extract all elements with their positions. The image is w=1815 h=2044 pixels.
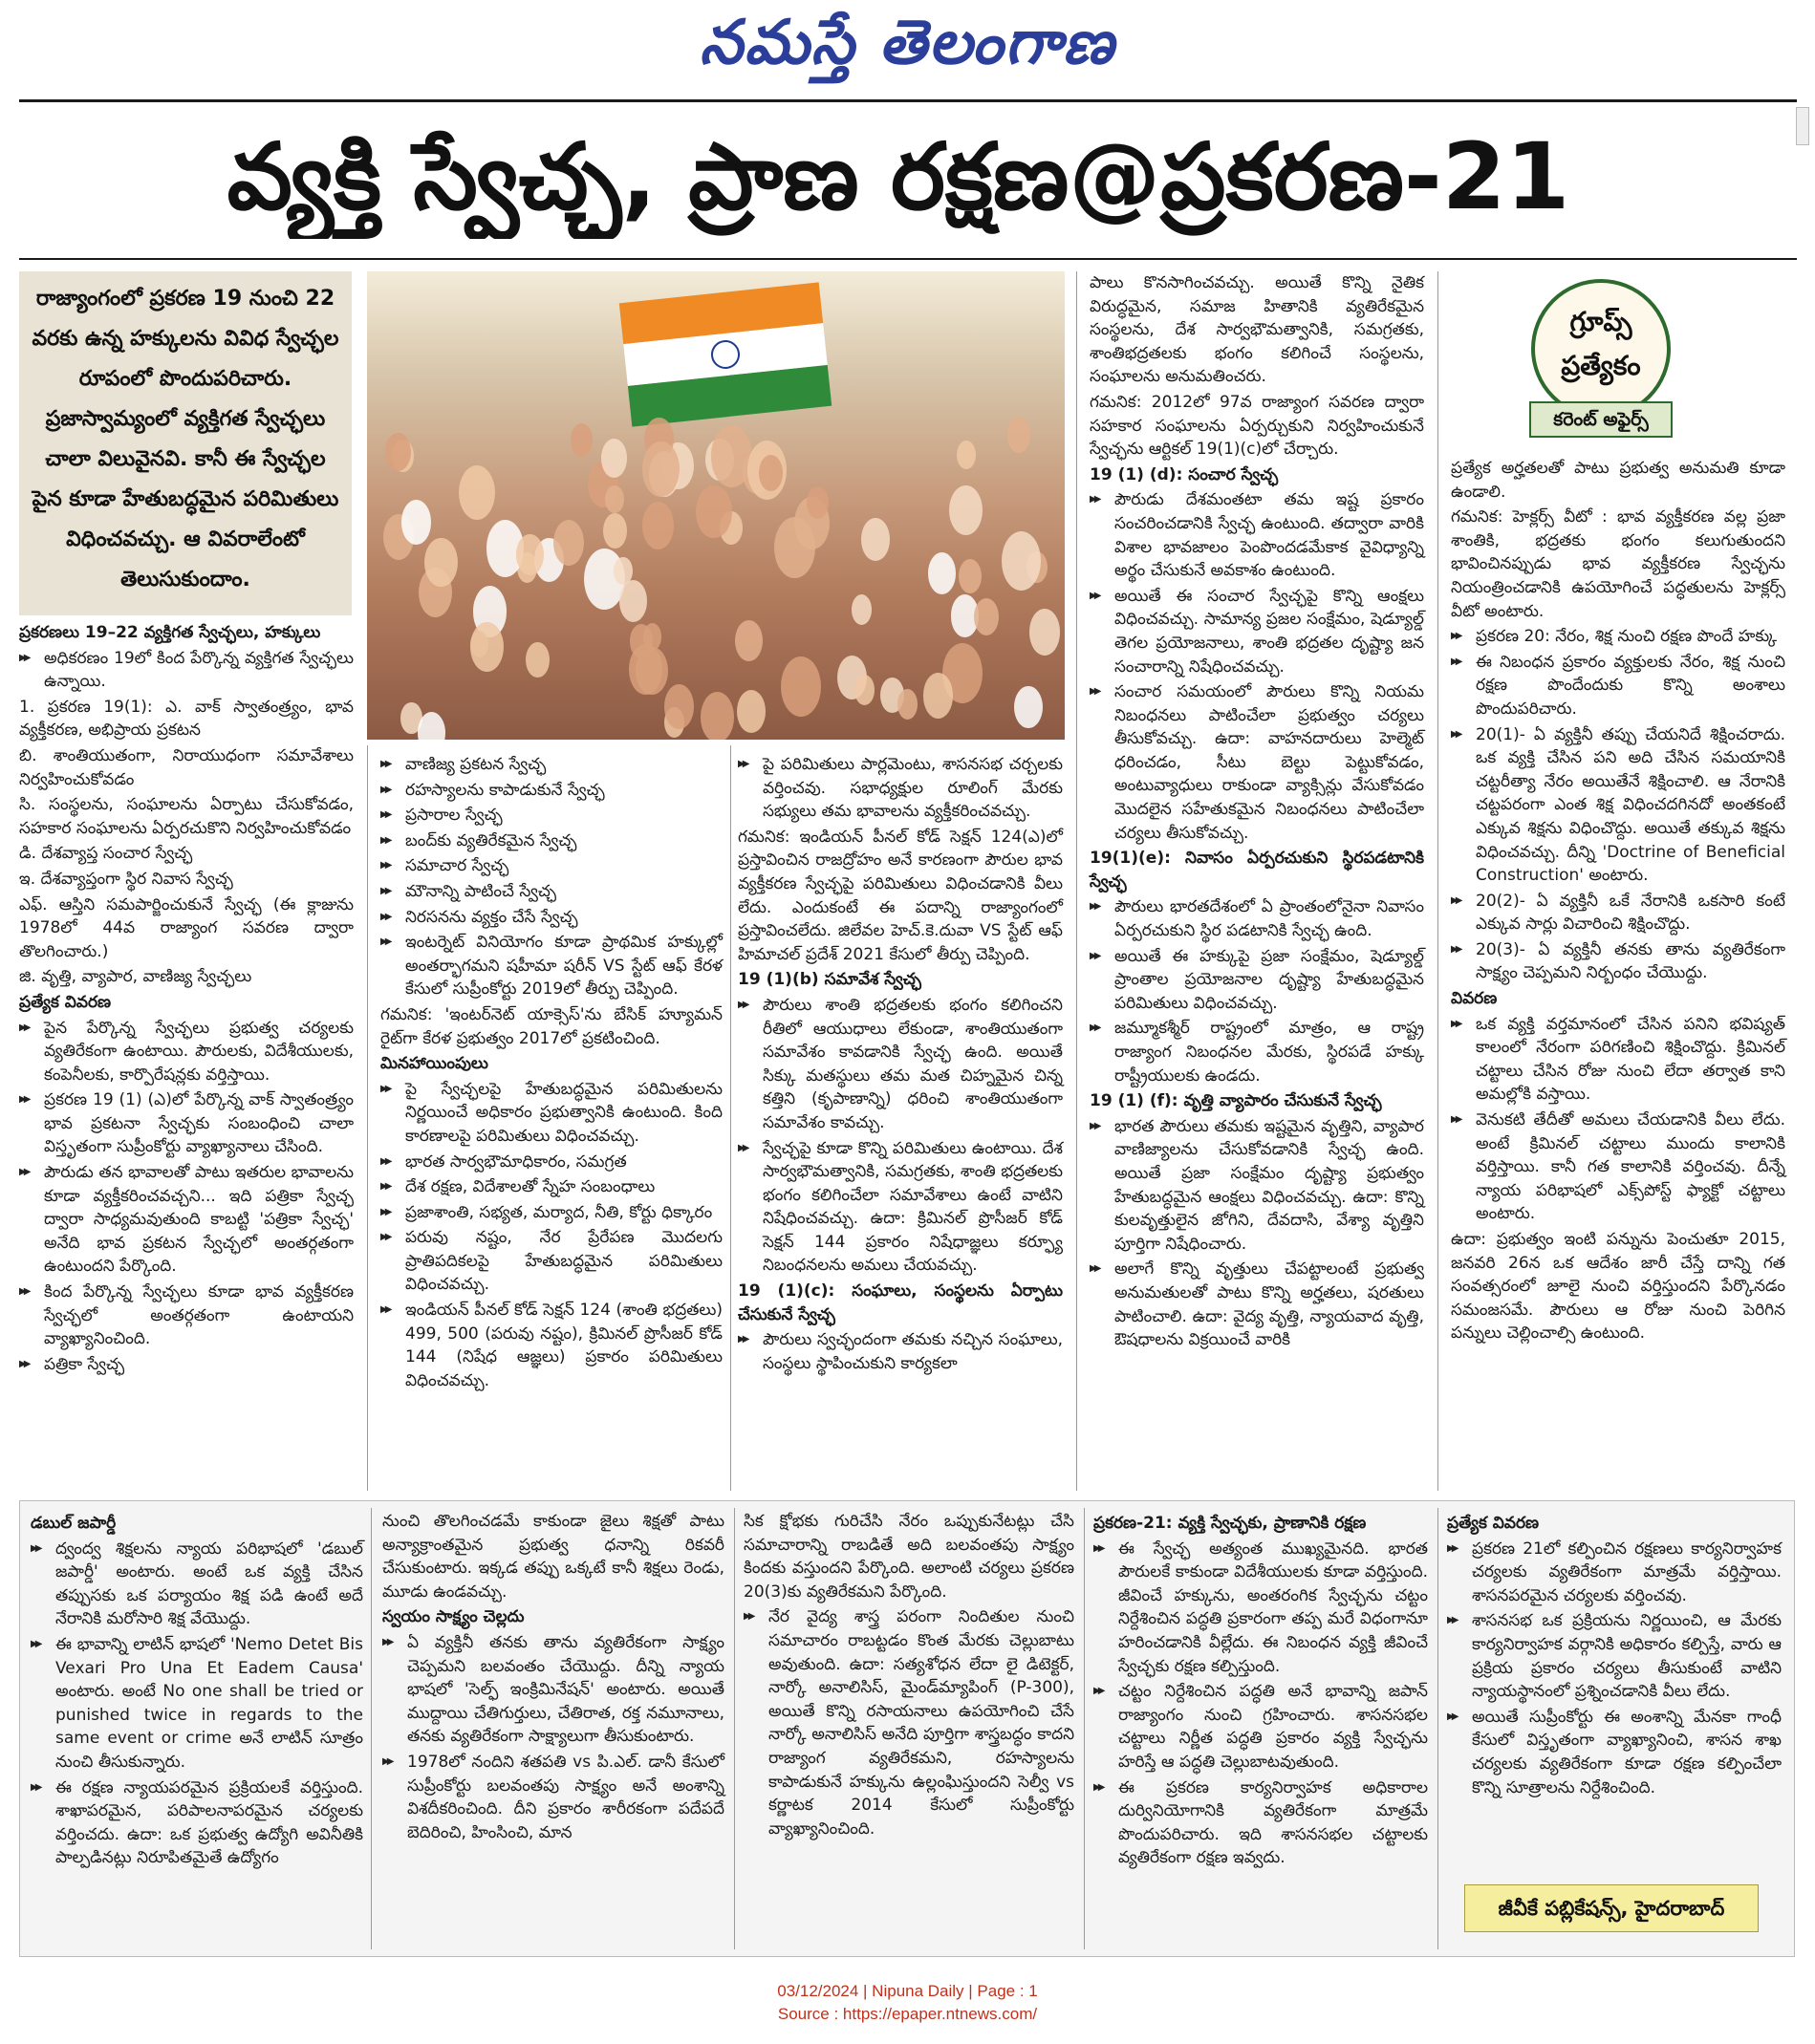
section-heading: స్వయం సాక్ష్యం చెల్లదు [382, 1607, 525, 1627]
crowd-hand-shape [735, 620, 763, 661]
bullet-paragraph: ▶▶ పై స్వేచ్ఛలపై హేతుబద్ధమైన పరిమితులను నిర్ణయించే అధికారం ప్రభుత్వానికి ఉంటుంది. కింది కారణాలపై పరిమితులు విధించవచ్చు. [380, 1078, 723, 1149]
crowd-hand-shape [614, 557, 632, 585]
bullet-paragraph: ▶▶ మౌనాన్ని పాటించే స్వేచ్ఛ [380, 880, 723, 904]
bullet-paragraph: ▶▶ ప్రకరణ 19 (1) (ఎ)లో పేర్కొన్న వాక్ స్వాతంత్ర్యం భావ ప్రకటనా స్వేచ్ఛకు సంబంధించి చాలా విస్తృతంగా సుప్రీంకోర్టు వ్యాఖ్యానాలు చేసింది. [19, 1088, 354, 1159]
section-heading: ప్రకరణ-21: వ్యక్తి స్వేచ్ఛకు, ప్రాణానికి రక్షణ [1093, 1514, 1367, 1533]
bottom-column-2 [377, 1510, 730, 1949]
paragraph: జి. వృత్తి, వ్యాపార, వాణిజ్య స్వేచ్ఛలు [19, 967, 252, 987]
bullet-paragraph: ▶▶ శాసనసభ ఒక ప్రక్రియను నిర్ణయించి, ఆ మేరకు కార్యనిర్వాహక వర్గానికి అధికారం కల్పిస్తే, వారు ఆ ప్రక్రియ ప్రకారం చర్యలు తీసుకుంటే వాటిని న్యాయస్థానంలో ప్రశ్నించడానికి వీలు లేదు. [1447, 1609, 1782, 1703]
bottom-column-3 [738, 1510, 1080, 1949]
bullet-paragraph: ▶▶ పత్రికా స్వేచ్ఛ [19, 1353, 354, 1377]
bullet-paragraph: ▶▶ ఈ స్వేచ్ఛ అత్యంత ముఖ్యమైనది. భారత పౌరులకే కాకుండా విదేశీయులకు కూడా వర్తిస్తుంది. జీవించే హక్కును, అంతరంగిక స్వేచ్ఛను చట్టం నిర్దేశించిన పద్ధతి ప్రకారంగా తప్ప మరే విధంగానూ హరించడానికి వీల్లేదు. ఈ నిబంధన వ్యక్తి జీవించే స్వేచ్ఛకు రక్షణ కల్పిస్తుంది. [1093, 1538, 1428, 1679]
column-divider [730, 745, 731, 1491]
crowd-hand-shape [897, 689, 918, 720]
crowd-hand-shape [696, 485, 731, 539]
bullet-paragraph: ▶▶ భారత పౌరులు తమకు ఇష్టమైన వృత్తిని, వ్యాపార వాణిజ్యాలను చేసుకోవడానికి స్వేచ్ఛ ఉంది. అయితే ప్రజా సంక్షేమం దృష్ట్యా ప్రభుత్వం హేతుబద్ధమైన ఆంక్షలు విధించవచ్చు. ఉదా: కొన్ని కులవృత్తులైన జోగిని, దేవదాసి, వేశ్యా వృత్తిని పూర్తిగా నిషేధించారు. [1090, 1115, 1424, 1257]
bullet-paragraph: ▶▶ నేర వైద్య శాస్త్ర పరంగా నిందితుల నుంచి సమాచారం రాబట్టడం కొంత మేరకు చెల్లుబాటు అవుతుంది. ఉదా: సత్యశోధన లేదా లై డిటెక్టర్, నార్కో అనాలిసిస్, మైండ్‌మ్యాపింగ్ (P-300), అయితే కొన్ని రసాయనాలు ఉపయోగించి చేసే నార్కో అనాలిసిస్ అనేది పూర్తిగా శాస్త్రబద్ధం కాదని రాజ్యాంగ వ్యతిరేకమని, రహస్యాలను కాపాడుకునే హక్కును ఉల్లంఘిస్తుందని సెల్వీ vs కర్ణాటక 2014 కేసులో సుప్రీంకోర్టు వ్యాఖ్యానించింది. [744, 1605, 1074, 1840]
paragraph: సిక క్షోభకు గురిచేసి నేరం ఒప్పుకునేటట్లు చేసి సమాచారాన్ని రాబడితే అది బలవంతపు సాక్ష్యం కిందకు వస్తుందని పేర్కొంది. అలాంటి చర్యలు ప్రకరణ 20(3)కు వ్యతిరేకమని పేర్కొంది. [744, 1512, 1074, 1602]
bullet-paragraph: ▶▶ 1978లో నందిని శతపతి vs పి.ఎల్. డానీ కేసులో సుప్రీంకోర్టు బలవంతపు సాక్ష్యం అనే అంశాన్ని విశదీకరించింది. దీని ప్రకారం శారీరకంగా పదేపదే బెదిరించి, హింసించి, మాన [382, 1751, 724, 1844]
crowd-hand-shape [759, 455, 783, 491]
bullet-paragraph: ▶▶ ఒక వ్యక్తి వర్తమానంలో చేసిన పనిని భవిష్యత్ కాలంలో నేరంగా పరిగణించి శిక్షించొద్దు. క్రిమినల్ చట్టాలు చేసిన రోజు నుంచి లేదా తర్వాత కాని అమల్లోకి వస్తాయి. [1451, 1013, 1785, 1107]
bullet-paragraph: ▶▶ చట్టం నిర్దేశించిన పద్ధతి అనే భావాన్ని జపాన్ రాజ్యాంగం నుంచి గ్రహించారు. శాసనసభల చట్టాలు నిర్ణీత పద్ధతి ప్రకారం వ్యక్తి స్వేచ్ఛను హరిస్తే ఆ పద్ధతి చెల్లుబాటవుతుంది. [1093, 1680, 1428, 1774]
bullet-paragraph: ▶▶ ఈ నిబంధన ప్రకారం వ్యక్తులకు నేరం, శిక్ష నుంచి రక్షణ పొందేందుకు కొన్ని అంశాలు పొందుపరిచారు. [1451, 651, 1785, 721]
bullet-paragraph: ▶▶ ఇండియన్ పీనల్ కోడ్ సెక్షన్ 124 (శాంతి భద్రతలు) 499, 500 (పరువు నష్టం), క్రిమినల్ ప్రొసీజర్ కోడ్ 144 (నిషేధ ఆజ్ఞలు) ప్రకారం పరిమితులు విధించవచ్చు. [380, 1299, 723, 1392]
article-photo [367, 271, 1065, 740]
bottom-column-1 [25, 1510, 369, 1949]
bullet-paragraph: ▶▶ అధికరణం 19లో కింద పేర్కొన్న వ్యక్తిగత స్వేచ్ఛలు ఉన్నాయి. [19, 647, 354, 694]
section-heading: మినహాయింపులు [380, 1054, 488, 1074]
intro-box: రాజ్యాంగంలో ప్రకరణ 19 నుంచి 22 వరకు ఉన్న హక్కులను వివిధ స్వేచ్ఛల రూపంలో పొందుపరిచారు. ప్రజాస్వామ్యంలో వ్యక్తిగత స్వేచ్ఛలు చాలా విలువైనవి. కానీ ఈ స్వేచ్ఛల పైన కూడా హేతుబద్ధమైన పరిమితులు విధించవచ్చు. ఆ వివరాలేంటో తెలుసుకుందాం. [19, 271, 352, 615]
bullet-paragraph: ▶▶ పౌరులు స్వచ్ఛందంగా తమకు నచ్చిన సంఘాలు, సంస్థలు స్థాపించుకుని కార్యకలా [738, 1328, 1063, 1375]
bullet-paragraph: ▶▶ జమ్మూకశ్మీర్ రాష్ట్రంలో మాత్రం, ఆ రాష్ట్ర రాజ్యాంగ నిబంధనల మేరకు, స్థిరపడే హక్కు రాష్ట్రీయులకు ఉండదు. [1090, 1017, 1424, 1087]
crowd-hand-shape [553, 520, 584, 566]
column-divider [1437, 271, 1438, 1491]
paragraph: గమనిక: ఇండియన్ పీనల్ కోడ్ సెక్షన్ 124(ఎ)లో ప్రస్తావించిన రాజద్రోహం అనే కారణంగా పౌరుల భావ వ్యక్తీకరణ స్వేచ్ఛపై పరిమితులు విధించడానికి వీలు లేదు. ఎందుకంటే ఈ పదాన్ని రాజ్యాంగంలో ప్రస్తావించలేదు. జిలేవల హెచ్.కె.దువా VS స్టేట్ ఆఫ్ హిమాచల్ ప్రదేశ్ 2021 కేసులో తీర్పు చెప్పింది. [738, 827, 1063, 964]
column-2 [375, 753, 728, 1491]
crowd-hand-shape [701, 692, 734, 740]
bullet-paragraph: ▶▶ వెనుకటి తేదీతో అమలు చేయడానికి వీలు లేదు. అంటే క్రిమినల్ చట్టాలు ముందు కాలానికి వర్తిస్తాయి. కానీ గత కాలానికి వర్తించవు. దీన్నే న్యాయ పరిభాషలో ఎక్స్‌పోస్ట్ ఫ్యాక్టో చట్టాలు అంటారు. [1451, 1108, 1785, 1226]
bullet-paragraph: ▶▶ పరువు నష్టం, నేర ప్రేరేపణ మొదలగు ప్రాతిపదికలపై హేతుబద్ధమైన పరిమితులు విధించవచ్చు. [380, 1226, 723, 1297]
bullet-paragraph: ▶▶ ఈ రక్షణ న్యాయపరమైన ప్రక్రియలకే వర్తిస్తుంది. శాఖాపరమైన, పరిపాలనాపరమైన చర్యలకు వర్తించదు. ఉదా: ఒక ప్రభుత్వ ఉద్యోగి అవినీతికి పాల్పడినట్లు నిరూపితమైతే ఉద్యోగం [31, 1776, 363, 1870]
crowd-hand-shape [949, 485, 983, 536]
bullet-paragraph: ▶▶ భారత సార్వభౌమాధికారం, సమగ్రత [380, 1151, 723, 1174]
bullet-paragraph: ▶▶ ఇంటర్నెట్ వినియోగం కూడా ప్రాథమిక హక్కుల్లో అంతర్భాగమని షహీమా షరీన్ VS స్టేట్ ఆఫ్ కేరళ కేసులో సుప్రీంకోర్టు 2019లో తీర్పు చెప్పింది. [380, 931, 723, 1001]
column-divider [1437, 1508, 1438, 1949]
bullet-paragraph: ▶▶ దేశ రక్షణ, విదేశాలతో స్నేహ సంబంధాలు [380, 1175, 723, 1199]
crowd-hand-shape [424, 538, 457, 587]
paragraph: పాలు కొనసాగించవచ్చు. అయితే కొన్ని నైతిక విరుద్ధమైన, సమాజ హితానికి వ్యతిరేకమైన సంస్థలను, దేశ సార్వభౌమత్వానికి, సమగ్రతకు, శాంతిభద్రతలకు భంగం కలిగించే సంస్థలను, సంఘాలను అనుమతించరు. [1090, 273, 1424, 387]
crowd-hand-shape [619, 580, 647, 622]
crowd-hand-shape [861, 518, 890, 561]
crowd-hand-shape [928, 552, 956, 594]
column-divider [371, 1508, 372, 1949]
crowd-hand-shape [642, 441, 680, 497]
crowd-hand-shape [1029, 609, 1060, 655]
crowd-hand-shape [526, 642, 550, 678]
paragraph: ఉదా: ప్రభుత్వం ఇంటి పన్నును పెంచుతూ 2015, జనవరి 26న ఒక ఆదేశం జారీ చేస్తే దాన్ని గత సంవత్సరంలో జూలై నుంచి వర్తిస్తుందని పేర్కొనడం సమంజసమే. పౌరులు ఆ రోజు నుంచి పెరిగిన పన్నులు చెల్లించాల్సి ఉంటుంది. [1451, 1230, 1785, 1344]
section-heading: 19 (1) (f): వృత్తి వ్యాపారం చేసుకునే స్వేచ్ఛ [1090, 1091, 1382, 1111]
section-heading: వివరణ [1451, 989, 1498, 1009]
column-divider [367, 745, 368, 1491]
bullet-paragraph: ▶▶ కింద పేర్కొన్న స్వేచ్ఛలు కూడా భావ వ్యక్తీకరణ స్వేచ్ఛలో అంతర్గతంగా ఉంటాయని వ్యాఖ్యానించింది. [19, 1280, 354, 1351]
paragraph: డి. దేశవ్యాప్త సంచార స్వేచ్ఛ [19, 844, 193, 864]
page-footer [0, 1980, 1815, 2026]
crowd-hand-shape [1014, 686, 1043, 729]
crowd-hand-shape [401, 500, 431, 544]
crowd-hand-shape [418, 712, 445, 740]
paragraph: గమనిక: హెక్లర్స్ వీటో : భావ వ్యక్తీకరణ వల్ల ప్రజా శాంతికి, భద్రతకు భంగం కలుగుతుందని భావించినప్పుడు భావ వ్యక్తీకరణ స్వేచ్ఛను నియంత్రించడానికి ఉపయోగించే పద్ధతులను హెక్లర్స్ వీటో అంటారు. [1451, 507, 1785, 621]
scroll-handle[interactable] [1796, 107, 1809, 145]
column-5 [1445, 457, 1791, 1491]
crowd-hand-shape [385, 433, 411, 471]
column-divider [734, 1508, 735, 1949]
section-heading: ప్రకరణలు 19–22 వ్యక్తిగత స్వేచ్ఛలు, హక్కులు [19, 623, 321, 642]
crowd-hand-shape [737, 690, 766, 733]
crowd-hand-shape [923, 673, 954, 719]
bullet-paragraph: ▶▶ ద్వంద్వ శిక్షలను న్యాయ పరిభాషలో 'డబుల్ జపార్డీ' అంటారు. అంటే ఒక వ్యక్తి చేసిన తప్పుసకు ఒక పర్యాయం శిక్ష పడి ఉంటే అదే నేరానికి మరోసారి శిక్ష వేయొద్దు. [31, 1538, 363, 1631]
bullet-paragraph: ▶▶ ప్రకరణ 20: నేరం, శిక్ష నుంచి రక్షణ పొందే హక్కు [1451, 625, 1785, 649]
column-divider [1076, 271, 1077, 1491]
paragraph: ప్రత్యేక అర్హతలతో పాటు ప్రభుత్వ అనుమతి కూడా ఉండాలి. [1451, 459, 1785, 502]
section-heading: డబుల్ జపార్డీ [31, 1514, 117, 1533]
crowd-hand-shape [781, 656, 821, 717]
page-headline: వ్యక్తి స్వేచ్ఛ, ప్రాణ రక్షణ@ప్రకరణ-21 [227, 123, 1570, 230]
bullet-paragraph: ▶▶ 20(2)- ఏ వ్యక్తినీ ఒకే నేరానికి ఒకసారి కంటే ఎక్కువ సార్లు విచారించి శిక్షించొద్దు. [1451, 890, 1785, 936]
crowd-hand-shape [854, 675, 875, 705]
paragraph: సి. సంస్థలను, సంఘాలను ఏర్పాటు చేసుకోవడం, సహకార సంఘాలను ఏర్పరచుకొని నిర్వహించుకోవడం [19, 795, 354, 838]
paragraph: బి. శాంతియుతంగా, నిరాయుధంగా సమావేశాలు నిర్వహించుకోవడం [19, 745, 354, 789]
bullet-paragraph: ▶▶ సంచార సమయంలో పౌరులు కొన్ని నియమ నిబంధనలు పాటించేలా ప్రభుత్వం చర్యలు తీసుకోవచ్చు. ఉదా: వాహనదారులు హెల్మెట్ ధరించడం, సీటు బెల్టు పెట్టుకోవడం, అంటువ్యాధులు రాకుండా వ్యాక్సిన్లు వేసుకోవడం మొదలైన సహేతుకమైన నిబంధనలు పాటించేలా చర్యలు తీసుకోవచ్చు. [1090, 680, 1424, 845]
crowd-hand-shape [603, 513, 627, 549]
crowd-hand-shape [664, 684, 694, 729]
crowd-hand-shape [852, 594, 872, 625]
crowd-hand-shape [957, 441, 976, 469]
bullet-paragraph: ▶▶ వాణిజ్య ప్రకటన స్వేచ్ఛ [380, 753, 723, 777]
section-heading: 19 (1)(b) సమావేశ స్వేచ్ఛ [738, 970, 921, 990]
crowd-hand-shape [1002, 531, 1041, 591]
section-heading: ప్రత్యేక వివరణ [1447, 1514, 1540, 1533]
footer-source-link[interactable]: Source : https://epaper.ntnews.com/ [777, 2005, 1038, 2023]
column-3 [732, 753, 1069, 1491]
bullet-paragraph: ▶▶ ఈ భావాన్ని లాటిన్ భాషలో 'Nemo Detet Bis Vexari Pro Una Et Eadem Causa' అంటారు. అంటే No one shall be tried or punished twice in regards to the same event or crime అనే లాటిన్ సూత్రం నుంచి తీసుకున్నారు. [31, 1633, 363, 1775]
badge-subtitle: కరెంట్ అఫైర్స్ [1529, 401, 1673, 438]
paragraph: ఇ. దేశవ్యాప్తంగా స్థిర నివాస స్వేచ్ఛ [19, 869, 233, 889]
crowd-hand-shape [1007, 417, 1031, 452]
bullet-paragraph: ▶▶ అలాగే కొన్ని వృత్తులు చేపట్టాలంటే ప్రభుత్వ అనుమతులతో పాటు కొన్ని అర్హతలు, షరతులు పాటించాలి. ఉదా: వైద్య వృత్తి, న్యాయవాద వృత్తి, ఔషధాలను విక్రయించే వారికి [1090, 1258, 1424, 1351]
crowd-hand-shape [629, 644, 662, 694]
bottom-column-4 [1088, 1510, 1434, 1949]
masthead: నమస్తే తెలంగాణ [699, 8, 1116, 78]
bullet-paragraph: ▶▶ స్వేచ్ఛపై కూడా కొన్ని పరిమితులు ఉంటాయి. దేశ సార్వభౌమత్వానికి, సమగ్రతకు, శాంతి భద్రతలకు భంగం కలిగించేలా సమావేశాలు ఉంటే వాటిని నిషేధించవచ్చు. ఉదా: క్రిమినల్ ప్రొసీజర్ కోడ్ సెక్షన్ 144 ప్రకారం నిషేధాజ్ఞలు కర్ఫ్యూ నిబంధనలను అమలు చేయవచ్చు. [738, 1137, 1063, 1279]
paragraph: గమనిక: 'ఇంటర్‌నెట్ యాక్సెస్'ను బేసిక్ హ్యూమన్ రైట్‌గా కేరళ ప్రభుత్వం 2017లో ప్రకటించింది. [380, 1004, 723, 1048]
crowd-hand-shape [605, 485, 624, 513]
crowd-hand-shape [774, 517, 815, 579]
bullet-paragraph: ▶▶ పై పరిమితులు పార్లమెంటు, శాసనసభ చర్చలకు వర్తించవు. సభాధ్యక్షుల రూలింగ్ మేరకు సభ్యులు తమ భావాలను వ్యక్తీకరించవచ్చు. [738, 753, 1063, 824]
bullet-paragraph: ▶▶ 20(1)- ఏ వ్యక్తినీ తప్పు చేయనిదే శిక్షించరాదు. ఒక వ్యక్తి చేసిన పని అది చేసిన సమయానికి చట్టరీత్యా నేరం అయితేనే శిక్షించాలి. ఆ నేరానికి చట్టపరంగా ఎంత శిక్ష విధించదగినదో అంతకంటే ఎక్కువ శిక్షను విధించొద్దు. అయితే తక్కువ శిక్షను విధించవచ్చు. దీన్ని 'Doctrine of Beneficial Construction' అంటారు. [1451, 723, 1785, 888]
bullet-paragraph: ▶▶ అయితే ఈ హక్కుపై ప్రజా సంక్షేమం, షెడ్యూల్డ్ ప్రాంతాల ప్రయోజనాల దృష్ట్యా హేతుబద్ధమైన పరిమితులు విధించవచ్చు. [1090, 945, 1424, 1016]
badge-line-1: గ్రూప్స్ [1569, 306, 1632, 337]
groups-badge [1531, 279, 1671, 419]
paragraph: నుంచి తొలగించడమే కాకుండా జైలు శిక్షతో పాటు అన్యాక్రాంతమైన ప్రభుత్వ ధనాన్ని రికవరీ చేసుకుంటారు. ఇక్కడ తప్పు ఒక్కటే కానీ శిక్షలు రెండు, మూడు ఉండవచ్చు. [382, 1512, 724, 1602]
paragraph: ఎఫ్. ఆస్తిని సమపార్జించుకునే స్వేచ్ఛ (ఈ క్లాజును 1978లో 44వ రాజ్యాంగ సవరణ ద్వారా తొలగించారు.) [19, 894, 354, 961]
bullet-paragraph: ▶▶ సమాచార స్వేచ్ఛ [380, 854, 723, 878]
crowd-hand-shape [516, 534, 544, 575]
column-4 [1084, 271, 1430, 1491]
crowd-hand-shape [807, 486, 829, 519]
section-heading: ప్రత్యేక వివరణ [19, 992, 112, 1012]
headline-rule [19, 258, 1797, 260]
publisher-credit: జీవీకే పబ్లికేషన్స్, హైదరాబాద్ [1464, 1884, 1759, 1932]
crowd-hand-shape [711, 425, 752, 486]
bullet-paragraph: ▶▶ పౌరులు శాంతి భద్రతలకు భంగం కలిగించని రీతిలో ఆయుధాలు లేకుండా, శాంతియుతంగా సమావేశం కావడానికి స్వేచ్ఛ ఉంది. అయితే సిక్కు మతస్థులు తమ మత చిహ్నమైన చిన్న కత్తిని (కృపాణాన్ని) ధరించి శాంతియుతంగా సమావేశం కావచ్చు. [738, 994, 1063, 1135]
bullet-paragraph: ▶▶ రహస్యాలను కాపాడుకునే స్వేచ్ఛ [380, 779, 723, 803]
footer-date-line: 03/12/2024 | Nipuna Daily | Page : 1 [777, 1982, 1038, 2000]
crowd-hand-shape [470, 622, 504, 673]
bullet-paragraph: ▶▶ ఈ ప్రకరణ కార్యనిర్వాహక అధికారాల దుర్వినియోగానికి వ్యతిరేకంగా మాత్రమే పొందుపరిచారు. ఇది శాసనసభల చట్టాలకు వ్యతిరేకంగా రక్షణ ఇవ్వదు. [1093, 1776, 1428, 1870]
column-divider [1084, 1508, 1085, 1949]
crowd-hand-shape [974, 598, 999, 635]
bullet-paragraph: ▶▶ పౌరుడు దేశమంతటా తమ ఇష్ట ప్రకారం సంచరించడానికి స్వేచ్ఛ ఉంటుంది. తద్వారా వారికి విశాల భావజాలం పెంపొందడమేకాక వైవిధ్యాన్ని అర్థం చేసుకునే అవకాశం ఉంటుంది. [1090, 488, 1424, 582]
bullet-paragraph: ▶▶ 20(3)- ఏ వ్యక్తినీ తనకు తాను వ్యతిరేకంగా సాక్ష్యం చెప్పమని నిర్బంధం చేయొద్దు. [1451, 938, 1785, 985]
crowd-hand-shape [642, 502, 674, 549]
bullet-paragraph: ▶▶ ఏ వ్యక్తినీ తనకు తాను వ్యతిరేకంగా సాక్ష్యం చెప్పమని బలవంతం చేయొద్దు. దీన్ని న్యాయ భాషలో 'సెల్ఫ్ ఇంక్రిమినేషన్' అంటారు. అయితే ముద్దాయి చేతిగుర్తులు, చేతిరాత, రక్త నమూనాలు, తనకు వ్యతిరేకంగా సాక్ష్యాలుగా తీసుకుంటారు. [382, 1631, 724, 1749]
section-heading: 19 (1)(c): సంఘాలు, సంస్థలను ఏర్పాటు చేసుకునే స్వేచ్ఛ [738, 1281, 1063, 1324]
bullet-paragraph: ▶▶ అయితే సుప్రీంకోర్టు ఈ అంశాన్ని మేనకా గాంధీ కేసులో విస్తృతంగా వ్యాఖ్యానించి, శాసన శాఖ చర్యలకు వ్యతిరేకంగా కూడా రక్షణ కల్పించేలా కొన్ని సూత్రాలను నిర్దేశించింది. [1447, 1706, 1782, 1799]
section-heading: 19(1)(e): నివాసం ఏర్పరచుకుని స్థిరపడటానికి స్వేచ్ఛ [1090, 849, 1424, 892]
paragraph: 1. ప్రకరణ 19(1): ఎ. వాక్ స్వాతంత్ర్యం, భావ వ్యక్తీకరణ, అభిప్రాయ ప్రకటన [19, 697, 354, 741]
paragraph: గమనిక: 2012లో 97వ రాజ్యాంగ సవరణ ద్వారా సహకార సంఘాలను ఏర్పర్చుకుని నిర్వహించుకునే స్వేచ్ఛను ఆర్టికల్ 19(1)(c)లో చేర్చారు. [1090, 392, 1424, 460]
crowd-hand-shape [459, 465, 496, 521]
bullet-paragraph: ▶▶ పౌరులు భారతదేశంలో ఏ ప్రాంతంలోనైనా నివాసం ఏర్పరచుకుని స్థిర పడటానికి స్వేచ్ఛ ఉంది. [1090, 895, 1424, 942]
bullet-paragraph: ▶▶ ప్రసారాల స్వేచ్ఛ [380, 804, 723, 828]
column-1 [13, 619, 359, 1491]
bullet-paragraph: ▶▶ ప్రజాశాంతి, సభ్యత, మర్యాద, నీతి, కోర్టు ధిక్కారం [380, 1201, 723, 1225]
bullet-paragraph: ▶▶ పైన పేర్కొన్న స్వేచ్ఛలు ప్రభుత్వ చర్యలకు వ్యతిరేకంగా ఉంటాయి. పౌరులకు, విదేశీయులకు, కంపెనీలకు, కార్పొరేషన్లకు వర్తిస్తాయి. [19, 1017, 354, 1087]
bullet-paragraph: ▶▶ నిరసనను వ్యక్తం చేసే స్వేచ్ఛ [380, 906, 723, 930]
crowd-hand-shape [571, 423, 593, 456]
bullet-paragraph: ▶▶ పౌరుడు తన భావాలతో పాటు ఇతరుల భావాలను కూడా వ్యక్తీకరించవచ్చని... ఇది పత్రికా స్వేచ్ఛ ద్వారా సాధ్యమవుతుంది కాబట్టి 'పత్రికా స్వేచ్ఛ' అనేది భావ ప్రకటన స్వేచ్ఛలో అంతర్గతంగా ఉంటుందని పేర్కొంది. [19, 1161, 354, 1279]
masthead-rule [19, 99, 1797, 102]
bottom-column-5 [1441, 1510, 1787, 1879]
crowd-hand-shape [601, 439, 627, 478]
crowd-hand-shape [959, 559, 982, 593]
bullet-paragraph: ▶▶ ప్రకరణ 21లో కల్పించిన రక్షణలు కార్యనిర్వాహక చర్యలకు వ్యతిరేకంగా మాత్రమే వర్తిస్తాయి. శాసనపరమైన చర్యలకు వర్తించవు. [1447, 1538, 1782, 1608]
bullet-paragraph: ▶▶ అయితే ఈ సంచార స్వేచ్ఛపై కొన్ని ఆంక్షలు విధించవచ్చు. సామాన్య ప్రజల సంక్షేమం, షెడ్యూల్డ్ తెగల ప్రయోజనాలు, శాంతి భద్రతల దృష్ట్యా జన సంచారాన్ని నిషేధించవచ్చు. [1090, 585, 1424, 678]
bullet-paragraph: ▶▶ బంద్‌కు వ్యతిరేకమైన స్వేచ్ఛ [380, 829, 723, 853]
section-heading: 19 (1) (d): సంచార స్వేచ్ఛ [1090, 464, 1279, 484]
crowd-illustration [367, 271, 1065, 740]
badge-line-2: ప్రత్యేకం [1561, 350, 1641, 381]
